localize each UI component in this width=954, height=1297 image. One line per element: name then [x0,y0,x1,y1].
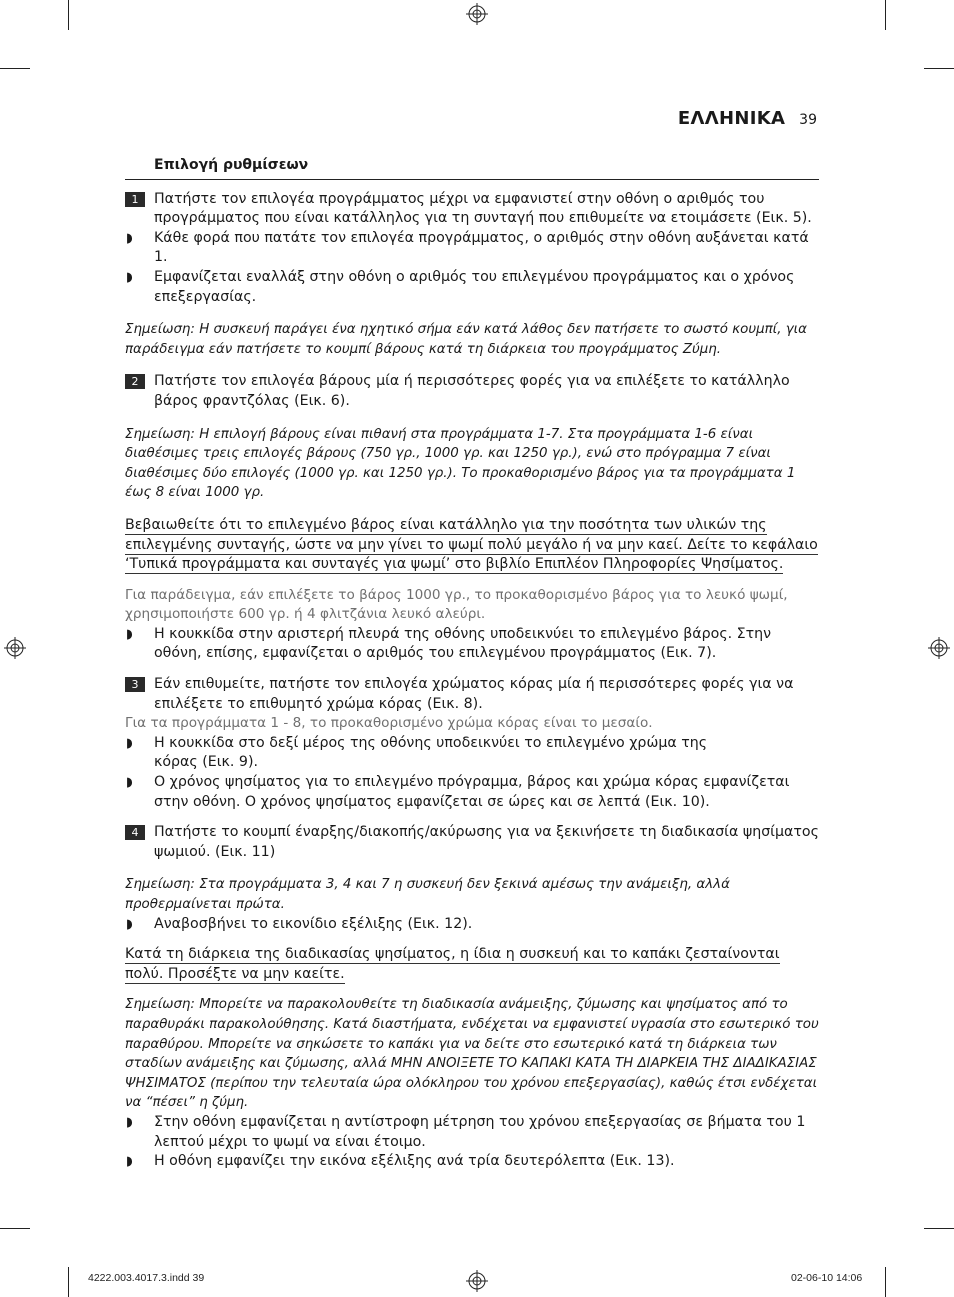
warning-block [125,945,819,984]
step-text: Πατήστε το κουμπί έναρξης/διακοπής/ακύρωσης για να ξεκινήσετε τη διαδικασία ψησίματος ψωμιού. (Εικ. 11) [154,824,819,860]
note: Σημείωση: Μπορείτε να παρακολουθείτε τη διαδικασία ανάμειξης, ζύμωσης και ψησίματος από το παραθυράκι παρακολούθησης. Κατά διαστήματα, ενδέχεται να εμφανιστεί υγρασία στο εσωτερικό του παραθύρου. Μπορείτε να σηκώσετε το καπάκι για να δείτε στο εσωτερικό κατά τη διάρκεια των σταδίων ανάμειξης και ζύμωσης, αλλά ΜΗΝ ΑΝΟΙΞΕΤΕ ΤΟ ΚΑΠΑΚΙ ΚΑΤΑ ΤΗ ΔΙΑΡΚΕΙΑ ΤΗΣ ΔΙΑΔΙΚΑΣΙΑΣ ΨΗΣΙΜΑΤΟΣ (περίπου την τελευταία ώρα ολόκληρου του χρόνου επεξεργασίας), καθώς έτσι ενδέχεται να “πέσει” η ζύμη. [125,997,819,1111]
step-number: 4 [125,825,145,840]
step-text: Εάν επιθυμείτε, πατήστε τον επιλογέα χρώματος κόρας μία ή περισσότερες φορές για να επιλέξετε το επιθυμητό χρώμα κόρας (Εικ. 8). [154,676,794,712]
step-2 [125,372,819,411]
crop-mark [885,0,886,30]
language-label: ΕΛΛΗΝΙΚΑ [677,108,786,129]
bullet-item [125,1113,819,1152]
bullet-icon: ◗ [126,626,133,642]
page-number: 39 [799,112,817,128]
note: Σημείωση: Η συσκευή παράγει ένα ηχητικό σήμα εάν κατά λάθος δεν πατήσετε το σωστό κουμπί, για παράδειγμα εάν πατήσετε το κουμπί βάρους κατά τη διάρκεια του προγράμματος Ζύμη. [125,322,807,357]
section-title: Επιλογή ρυθμίσεων [125,156,819,180]
page-content [125,156,819,1172]
crop-mark [68,1267,69,1297]
crop-mark [885,1267,886,1297]
bullet-text: Στην οθόνη εμφανίζεται η αντίστροφη μέτρηση του χρόνου επεξεργασίας σε βήματα του 1 λεπτού μέχρι το ψωμί να είναι έτοιμο. [154,1113,806,1150]
registration-mark-icon [928,637,950,659]
note: Σημείωση: Στα προγράμματα 3, 4 και 7 η συσκευή δεν ξεκινά αμέσως την ανάμειξη, αλλά προθερμαίνεται πρώτα. [125,877,730,912]
bullet-item [125,229,819,268]
page-header [678,108,817,129]
bullet-text: Η οθόνη εμφανίζει την εικόνα εξέλιξης ανά τρία δευτερόλεπτα (Εικ. 13). [154,1153,675,1170]
bullet-icon: ◗ [126,775,133,791]
bullet-item [125,1152,819,1172]
bullet-item [125,915,819,935]
bullet-text: Αναβοσβήνει το εικονίδιο εξέλιξης (Εικ. 12). [154,915,473,932]
bullet-item [125,268,819,307]
footer-filename: 4222.003.4017.3.indd 39 [88,1272,205,1284]
bullet-item [125,734,819,773]
footer-date: 02-06-10 14:06 [791,1272,863,1284]
crop-mark [924,68,954,69]
registration-mark-icon [4,637,26,659]
crop-mark [68,0,69,30]
step-1 [125,190,819,229]
bullet-icon: ◗ [126,916,133,932]
example-text: Για παράδειγμα, εάν επιλέξετε το βάρος 1000 γρ., το προκαθορισμένο βάρος για το λευκό ψωμί, χρησιμοποιήστε 600 γρ. ή 4 φλιτζάνια λευκό αλεύρι. [125,586,788,623]
registration-mark-icon [466,3,488,25]
bullet-text: Η κουκκίδα στο δεξί μέρος της οθόνης υποδεικνύει το επιλεγμένο χρώμα της κόρας (Εικ. 9). [154,734,708,771]
warning-text: Βεβαιωθείτε ότι το επιλεγμένο βάρος είναι κατάλληλο για την ποσότητα των υλικών της επιλεγμένης συνταγής, ώστε να μην γίνει το ψωμί πολύ μεγάλο ή να μην καεί. Δείτε το κεφάλαιο ‘Τυπικά προγράμματα και συνταγές για ψωμί’ στο βιβλίο Επιπλέον Πληροφορίες Ψησίματος. [125,516,818,573]
step-3 [125,675,819,714]
bullet-icon: ◗ [126,230,133,246]
registration-mark-icon [466,1270,488,1292]
bullet-text: Η κουκκίδα στην αριστερή πλευρά της οθόνης υποδεικνύει το επιλεγμένο βάρος. Στην οθόνη, επίσης, εμφανίζεται ο αριθμός του επιλεγμένου προγράμματος (Εικ. 7). [154,625,772,662]
warning-block [125,516,819,575]
step-4 [125,823,819,862]
bullet-text: Εμφανίζεται εναλλάξ στην οθόνη ο αριθμός του επιλεγμένου προγράμματος και ο χρόνος επεξεργασίας. [154,268,795,305]
step-number: 3 [125,677,145,692]
bullet-icon: ◗ [126,1114,133,1130]
bullet-text: Κάθε φορά που πατάτε τον επιλογέα προγράμματος, ο αριθμός στην οθόνη αυξάνεται κατά 1. [154,229,809,266]
step-text: Πατήστε τον επιλογέα βάρους μία ή περισσότερες φορές για να επιλέξετε το κατάλληλο βάρος φραντζόλας (Εικ. 6). [154,373,790,409]
bullet-text: Ο χρόνος ψησίματος για το επιλεγμένο πρόγραμμα, βάρος και χρώμα κόρας εμφανίζεται στην οθόνη. Ο χρόνος ψησίματος εμφανίζεται σε ώρες και σε λεπτά (Εικ. 10). [154,774,790,810]
bullet-item [125,773,819,812]
step-number: 2 [125,374,145,389]
step-number: 1 [125,192,145,207]
crop-mark [0,68,30,69]
bullet-icon: ◗ [126,735,133,751]
warning-text: Κατά τη διάρκεια της διαδικασίας ψησίματος, η ίδια η συσκευή και το καπάκι ζεσταίνονται πολύ. Προσέξτε να μην καείτε. [125,946,780,982]
default-color-text: Για τα προγράμματα 1 - 8, το προκαθορισμένο χρώμα κόρας είναι το μεσαίο. [125,715,653,732]
bullet-icon: ◗ [126,269,133,285]
bullet-icon: ◗ [126,1154,133,1170]
note: Σημείωση: Η επιλογή βάρους είναι πιθανή στα προγράμματα 1-7. Στα προγράμματα 1-6 είναι διαθέσιμες τρεις επιλογές βάρους (750 γρ., 1000 γρ. και 1250 γρ.), ενώ στο πρόγραμμα 7 είναι διαθέσιμες δύο επιλογές (1000 γρ. και 1250 γρ.). Το προκαθορισμένο βάρος για τα προγράμματα 1 έως 8 είναι 1000 γρ. [125,426,796,501]
step-text: Πατήστε τον επιλογέα προγράμματος μέχρι να εμφανιστεί στην οθόνη ο αριθμός του προγράμματος που είναι κατάλληλος για τη συνταγή που επιθυμείτε να ετοιμάσετε (Εικ. 5). [154,190,812,227]
crop-mark [0,1228,30,1229]
crop-mark [924,1228,954,1229]
bullet-item [125,625,819,664]
